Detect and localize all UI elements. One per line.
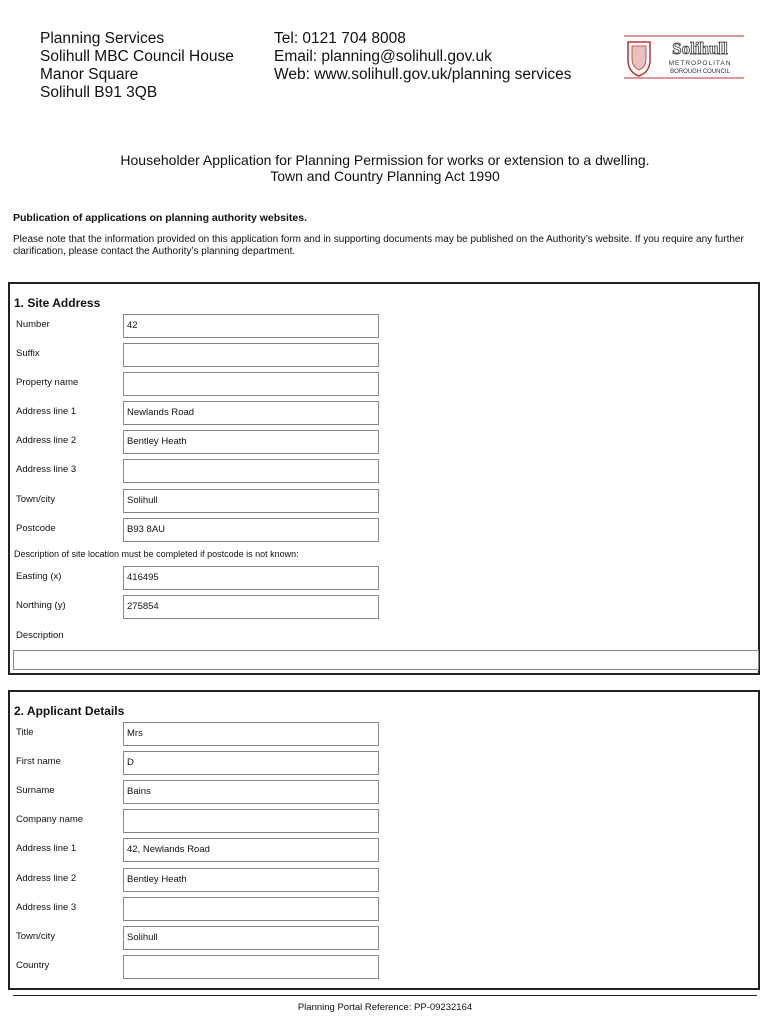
country-field[interactable]: [123, 955, 379, 979]
applicant-address-line3-field[interactable]: [123, 897, 379, 921]
title-subline: Town and Country Planning Act 1990: [270, 168, 500, 184]
applicant-address-line1-field[interactable]: 42, Newlands Road: [123, 838, 379, 862]
address-line: Solihull B91 3QB: [40, 84, 158, 101]
address-line: Manor Square: [40, 66, 139, 83]
applicant-details-section: [8, 690, 760, 990]
site-location-note: Description of site location must be completed if postcode is not known:: [14, 549, 299, 559]
address-line1-field[interactable]: Newlands Road: [123, 401, 379, 425]
field-label: Postcode: [16, 523, 56, 534]
field-label: Northing (y): [16, 600, 66, 611]
first-name-field[interactable]: D: [123, 751, 379, 775]
surname-field[interactable]: Bains: [123, 780, 379, 804]
field-label: Address line 3: [16, 902, 77, 913]
field-label: Description: [16, 630, 64, 641]
section-title: 1. Site Address: [14, 296, 101, 310]
field-label: Address line 3: [16, 464, 77, 475]
description-field[interactable]: [13, 650, 759, 670]
field-label: Address line 1: [16, 843, 77, 854]
logo-sub2: BOROUGH COUNCIL: [670, 69, 730, 75]
field-label: Easting (x): [16, 571, 62, 582]
field-label: Title: [16, 727, 34, 738]
address-line2-field[interactable]: Bentley Heath: [123, 430, 379, 454]
field-label: Surname: [16, 785, 55, 796]
field-label: Property name: [16, 377, 79, 388]
field-label: Country: [16, 960, 50, 971]
field-label: Address line 1: [16, 406, 77, 417]
applicant-address-line2-field[interactable]: Bentley Heath: [123, 868, 379, 892]
field-label: Number: [16, 319, 50, 330]
publication-heading: Publication of applications on planning authority websites.: [13, 212, 308, 224]
field-label: Suffix: [16, 348, 40, 359]
council-contact: [274, 30, 572, 84]
applicant-town-field[interactable]: Solihull: [123, 926, 379, 950]
logo-sub1: METROPOLITAN: [668, 60, 732, 67]
field-label: Company name: [16, 814, 84, 825]
title-line: Householder Application for Planning Permission for works or extension to a dwelling.: [120, 152, 650, 168]
field-label: Town/city: [16, 494, 56, 505]
town-field[interactable]: Solihull: [123, 489, 379, 513]
number-field[interactable]: 42: [123, 314, 379, 338]
publication-text: Please note that the information provided on this application form and in supporting documents may be published on the Authority’s website. If you require any further clarification, please contact the Authority’s planning department.: [13, 234, 744, 257]
field-label: First name: [16, 756, 61, 767]
site-address-section: [8, 282, 760, 675]
field-label: Address line 2: [16, 435, 77, 446]
address-line: Planning Services: [40, 30, 165, 47]
council-address: [40, 30, 234, 102]
easting-field[interactable]: 416495: [123, 566, 379, 590]
contact-tel: Tel: 0121 704 8008: [274, 30, 406, 47]
address-line: Solihull MBC Council House: [40, 48, 234, 65]
title-field[interactable]: Mrs: [123, 722, 379, 746]
solihull-logo: [624, 34, 744, 80]
contact-email: Email: planning@solihull.gov.uk: [274, 48, 492, 65]
postcode-field[interactable]: B93 8AU: [123, 518, 379, 542]
northing-field[interactable]: 275854: [123, 595, 379, 619]
suffix-field[interactable]: [123, 343, 379, 367]
contact-web: Web: www.solihull.gov.uk/planning services: [274, 66, 572, 83]
form-title: [0, 152, 770, 184]
field-label: Town/city: [16, 931, 56, 942]
section-title: 2. Applicant Details: [14, 704, 125, 718]
property-name-field[interactable]: [123, 372, 379, 396]
address-line3-field[interactable]: [123, 459, 379, 483]
company-name-field[interactable]: [123, 809, 379, 833]
footer-divider: [13, 995, 757, 996]
portal-reference: Planning Portal Reference: PP-09232164: [297, 1002, 473, 1013]
logo-name: Solihull: [672, 39, 728, 58]
field-label: Address line 2: [16, 873, 77, 884]
